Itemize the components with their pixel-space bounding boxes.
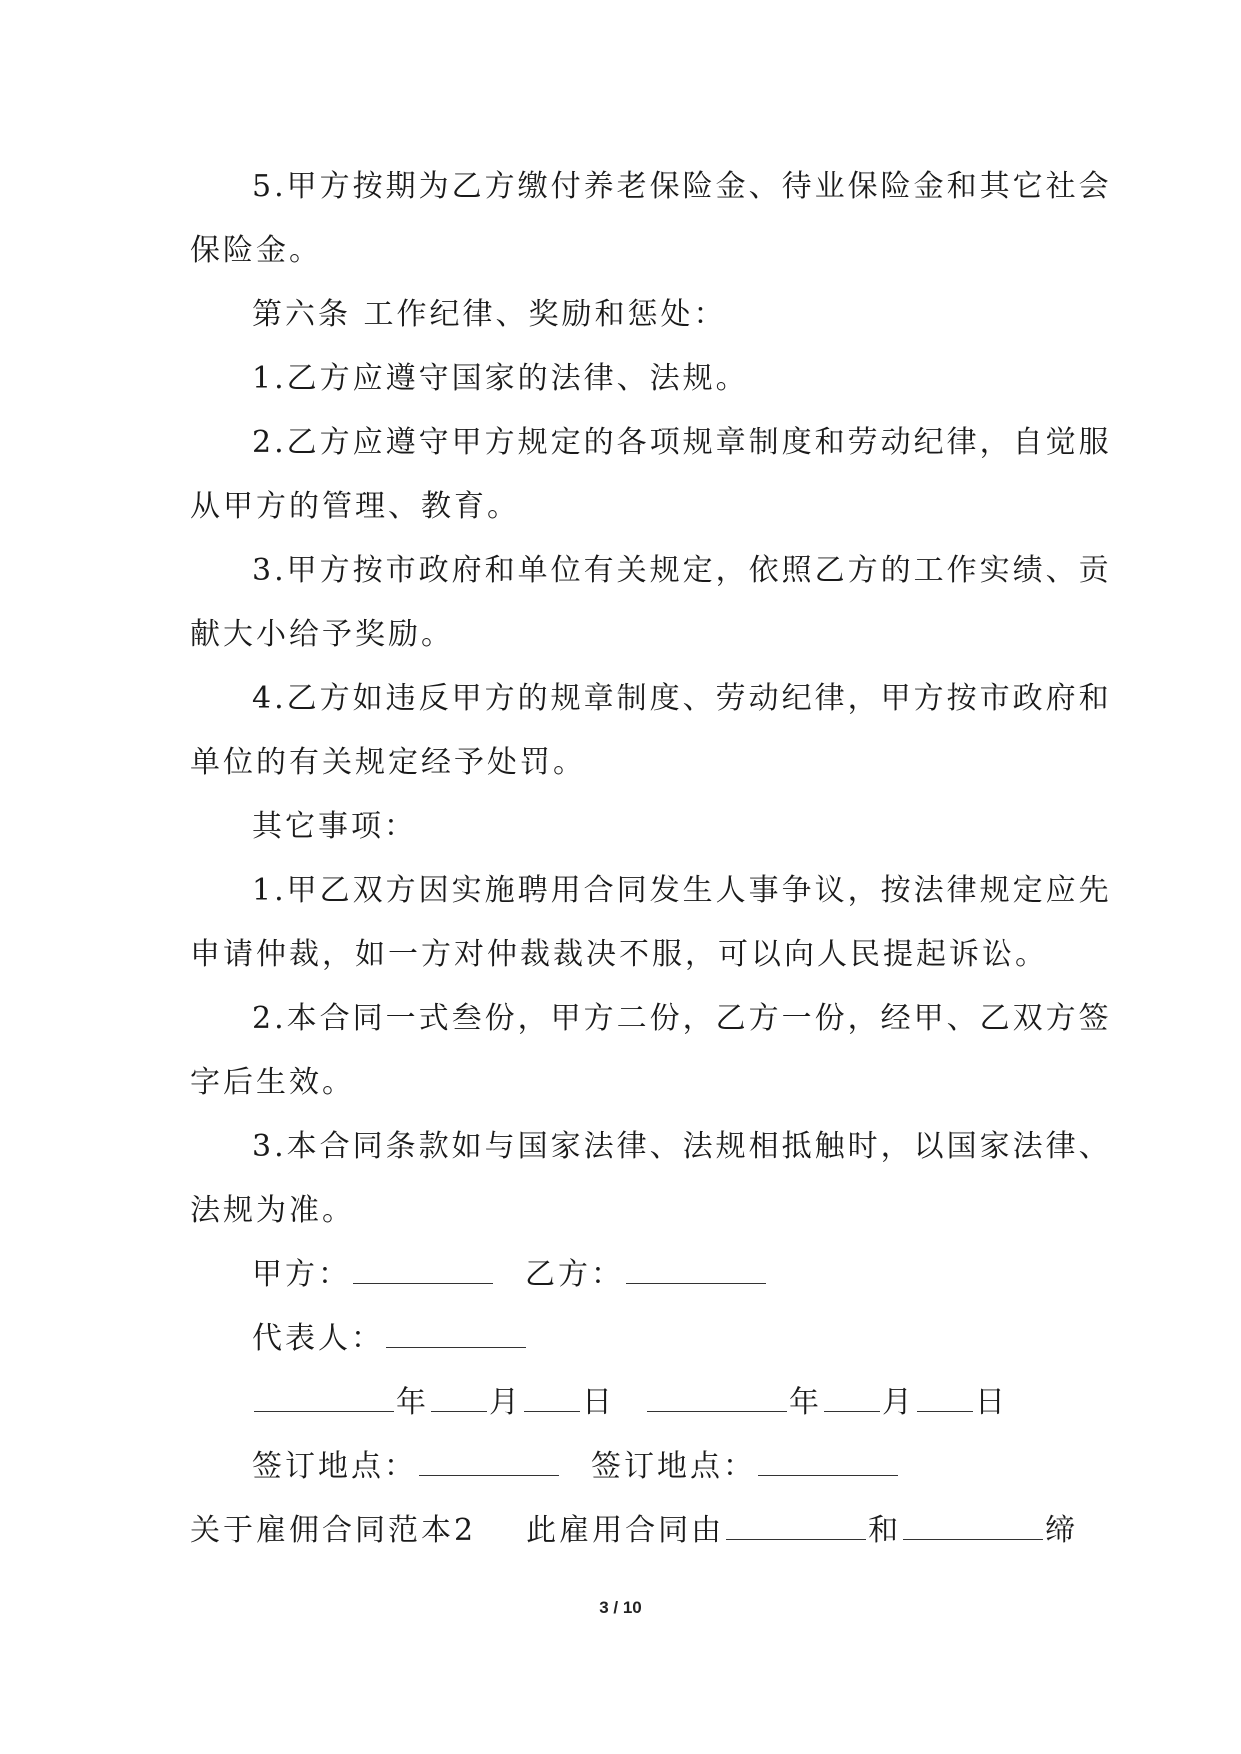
paragraph-line: 3.本合同条款如与国家法律、法规相抵触时，以国家法律、	[252, 1129, 1112, 1164]
signature-parties-line	[190, 1243, 1050, 1307]
paragraph-line: 2.本合同一式叁份，甲方二份，乙方一份，经甲、乙双方签	[252, 1001, 1112, 1036]
day-blank-a[interactable]	[524, 1385, 580, 1412]
party-a-blank[interactable]	[353, 1257, 493, 1284]
place-label-a: 签订地点：	[252, 1449, 417, 1484]
month-blank-b[interactable]	[824, 1385, 880, 1412]
paragraph-line: 1.甲乙双方因实施聘用合同发生人事争议，按法律规定应先	[252, 873, 1112, 908]
representative-label: 代表人：	[252, 1321, 384, 1356]
paragraph-line: 1.乙方应遵守国家的法律、法规。	[252, 361, 749, 396]
paragraph-line: 2.乙方应遵守甲方规定的各项规章制度和劳动纪律，自觉服	[252, 425, 1112, 460]
representative-line	[190, 1307, 1050, 1371]
party-a-label: 甲方：	[252, 1257, 351, 1292]
date-line	[190, 1371, 1050, 1435]
year-label: 年	[789, 1385, 822, 1420]
next-contract-text: 和	[868, 1513, 902, 1548]
party-b-blank[interactable]	[626, 1257, 766, 1284]
section-heading: 其它事项：	[252, 809, 417, 844]
year-label: 年	[396, 1385, 429, 1420]
paragraph-line: 5.甲方按期为乙方缴付养老保险金、待业保险金和其它社会	[252, 169, 1112, 204]
month-label: 月	[489, 1385, 522, 1420]
year-blank-a[interactable]	[254, 1385, 394, 1412]
paragraph-line: 从甲方的管理、教育。	[190, 489, 520, 524]
day-blank-b[interactable]	[917, 1385, 973, 1412]
next-contract-title: 关于雇佣合同范本2	[190, 1513, 477, 1548]
document-body	[190, 155, 1112, 1563]
employee-blank[interactable]	[903, 1513, 1043, 1540]
section-heading: 第六条 工作纪律、奖励和惩处：	[252, 297, 727, 332]
paragraph-line: 4.乙方如违反甲方的规章制度、劳动纪律，甲方按市政府和	[252, 681, 1112, 716]
next-contract-line	[190, 1499, 1079, 1563]
next-contract-text: 缔	[1045, 1513, 1079, 1548]
paragraph-line: 保险金。	[190, 233, 322, 268]
employer-blank[interactable]	[726, 1513, 866, 1540]
paragraph-line: 3.甲方按市政府和单位有关规定，依照乙方的工作实绩、贡	[252, 553, 1112, 588]
next-contract-text: 此雇用合同由	[526, 1513, 725, 1548]
place-blank-b[interactable]	[758, 1449, 898, 1476]
paragraph-line: 献大小给予奖励。	[190, 617, 454, 652]
paragraph-line: 申请仲裁，如一方对仲裁裁决不服，可以向人民提起诉讼。	[190, 937, 1048, 972]
place-blank-a[interactable]	[419, 1449, 559, 1476]
day-label: 日	[975, 1385, 1008, 1420]
year-blank-b[interactable]	[647, 1385, 787, 1412]
representative-blank[interactable]	[386, 1321, 526, 1348]
page-number: 3 / 10	[599, 1598, 642, 1617]
paragraph-line: 法规为准。	[190, 1193, 355, 1228]
place-label-b: 签订地点：	[591, 1449, 756, 1484]
month-label: 月	[882, 1385, 915, 1420]
party-b-label: 乙方：	[525, 1257, 624, 1292]
paragraph-line: 单位的有关规定经予处罚。	[190, 745, 586, 780]
paragraph-line: 字后生效。	[190, 1065, 355, 1100]
month-blank-a[interactable]	[431, 1385, 487, 1412]
signing-place-line	[190, 1435, 1050, 1499]
day-label: 日	[582, 1385, 615, 1420]
